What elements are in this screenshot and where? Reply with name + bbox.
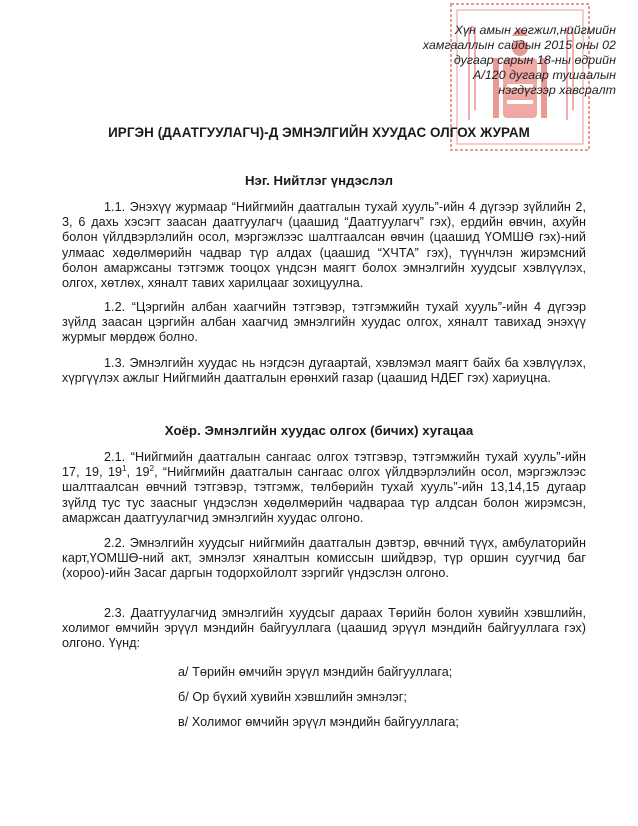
approval-line-1: Хүн амын хөгжил,нийгмийн [454,23,616,37]
paragraph-2-1-part-b: , 19 [126,465,150,480]
document-title: ИРГЭН (ДААТГУУЛАГЧ)-Д ЭМНЭЛГИЙН ХУУДАС ОЛГОХ ЖУРАМ [108,125,530,140]
section-2-title: Хоёр. Эмнэлгийн хуудас олгох (бичих) хугацаа [164,423,474,438]
paragraph-2-1-part-a: 2.1. “Нийгмийн даатгалын сангаас олгох тэтгэвэр, тэтгэмжийн тухай хууль”-ийн 17, 19, 19 [62,450,586,480]
list-item-c: в/ Холимог өмчийн эрүүл мэндийн байгууллага; [178,715,459,729]
paragraph-2-3: 2.3. Даатгуулагчид эмнэлгийн хуудсыг дараах Төрийн болон хувийн хэвшлийн, холимог өмчийн эрүүл мэндийн байгууллага (цаашид эрүүл мэндийн байгууллага гэх) олгоно. Үүнд: [62,606,586,651]
section-1-title: Нэг. Нийтлэг үндэслэл [244,173,394,188]
paragraph-2-1-part-c: , “Нийгмийн даатгалын сангаас олгох үйлдвэрлэлийн осол, мэргэжлээс шалтгаалсан өвчний тэтгэвэр, тэтгэмж, төлбөрийн тухай хууль”-ийн 13,14,15 дугаар зүйлд тус тус заасныг үндэслэн хөдөлмөрийн чадвараа түр алдсан болон жирэмсэн, амаржсан даатгуулагчид эмнэлгийн хуудас олгоно. [62,465,586,525]
paragraph-2-2: 2.2. Эмнэлгийн хуудсыг нийгмийн даатгалын дэвтэр, өвчний түүх, амбулаторийн карт,ҮОМШӨ-ний акт, эмнэлэг хяналтын комиссын шийдвэр, түр оршин суугчид баг (хороо)-ийн Засаг даргын тодорхойлолт зэргийг үндэслэн олгоно. [62,536,586,581]
approval-line-5: нэгдүгээр хавсралт [498,83,616,97]
approval-line-2: хамгааллын сайдын 2015 оны 02 [422,38,616,52]
approval-line-3: дугаар сарын 18-ны өдрийн [453,53,616,67]
approval-note [394,23,616,98]
superscript-2: 2 [149,464,155,474]
approval-line-4: А/120 дугаар тушаалын [473,68,616,82]
list-item-a: а/ Төрийн өмчийн эрүүл мэндийн байгууллага; [178,665,453,679]
paragraph-1-1: 1.1. Энэхүү журмаар “Нийгмийн даатгалын тухай хууль”-ийн 4 дүгээр зүйлийн 2, 3, 6 дахь хэсэгт заасан даатгуулагч (цаашид “Даатгуулагч” гэх), ердийн өвчин, ахуйн болон үйлдвэрлэлийн осол, мэргэжлээс шалтгаалсан өвчин (цаашид ҮОМШӨ гэх)-ний улмаас хөдөлмөрийн чадвар түр алдах (цаашид “ХЧТА” гэх), түүнчлэн жирэмсний болон амаржсаны тэтгэмж тооцох үндсэн маягт болох эмнэлгийн хуудсыг хэвлүүлэх, олгох, хөтлөх, хяналт тавих харилцааг зохицуулна. [62,200,586,291]
superscript-1: 1 [122,464,127,474]
list-item-b: б/ Ор бүхий хувийн хэвшлийн эмнэлэг; [178,690,407,704]
paragraph-2-1 [62,450,586,526]
paragraph-1-2: 1.2. “Цэргийн албан хаагчийн тэтгэвэр, тэтгэмжийн тухай хууль”-ийн 4 дүгээр зүйлд заасан цэргийн албан хаагчид эмнэлгийн хуудас олгох, хяналт тавихад энэхүү журмыг мөрдөж болно. [62,300,586,345]
paragraph-1-3: 1.3. Эмнэлгийн хуудас нь нэгдсэн дугаартай, хэвлэмэл маягт байх ба хэвлүүлэх, хүргүүлэх ажлыг Нийгмийн даатгалын ерөнхий газар (цаашид НДЕГ гэх) хариуцна. [62,356,586,386]
